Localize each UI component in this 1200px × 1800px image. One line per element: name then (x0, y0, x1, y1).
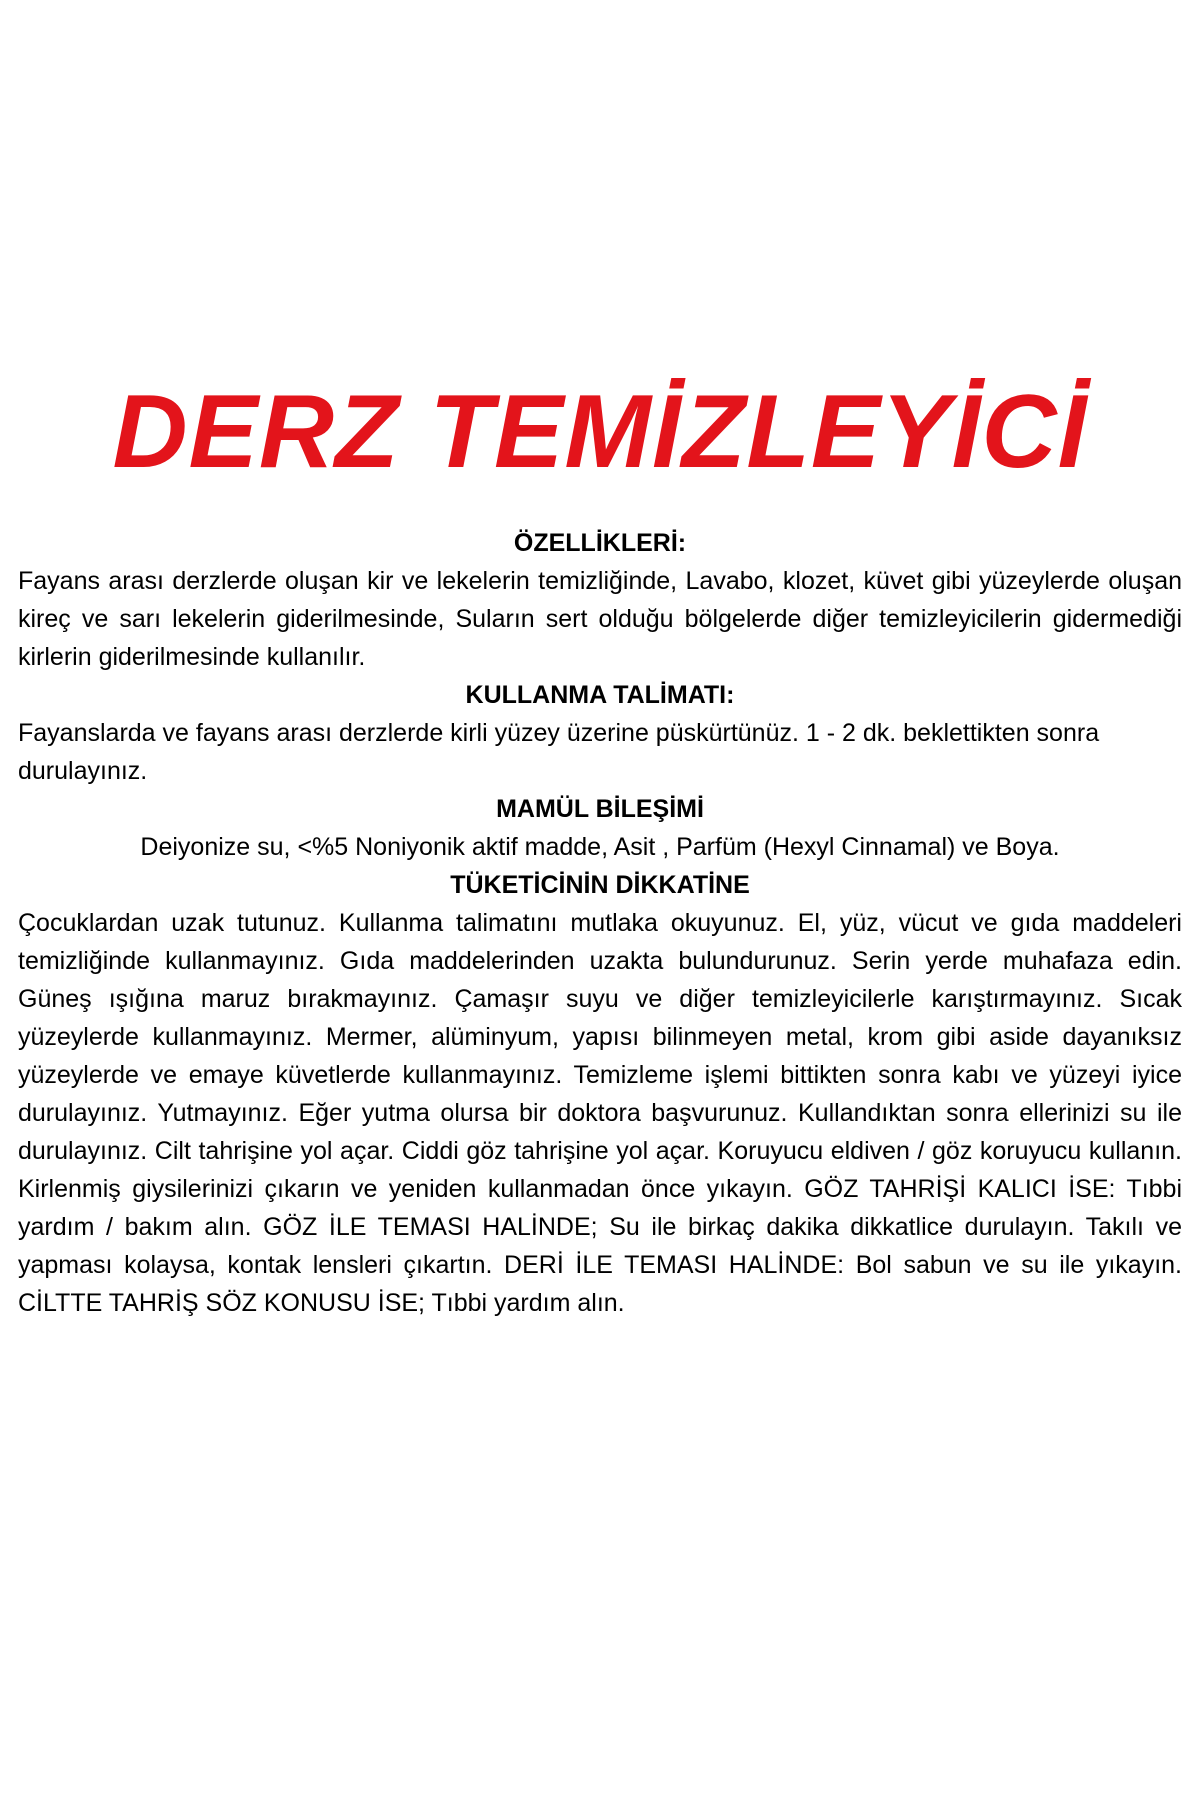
usage-instructions-text: Fayanslarda ve fayans arası derzlerde kirli yüzey üzerine püskürtünüz. 1 - 2 dk. beklettikten sonra durulayınız. (18, 719, 1100, 785)
usage-instructions-heading: KULLANMA TALİMATI: (465, 681, 735, 709)
composition-text: Deiyonize su, <%5 Noniyonik aktif madde, Asit , Parfüm (Hexyl Cinnamal) ve Boya. (140, 833, 1060, 861)
consumer-warnings-text: Çocuklardan uzak tutunuz. Kullanma talimatını mutlaka okuyunuz. El, yüz, vücut ve gıda maddeleri temizliğinde kullanmayınız. Gıda maddelerinden uzakta bulundurunuz. Serin yerde muhafaza edin. Güneş ışığına maruz bırakmayınız. Çamaşır suyu ve diğer temizleyicilerle karıştırmayınız. Sıcak yüzeylerde kullanmayınız. Mermer, alüminyum, yapısı bilinmeyen metal, krom gibi aside dayanıksız yüzeylerde ve emaye küvetlerde kullanmayınız. Temizleme işlemi bittikten sonra kabı ve yüzeyi iyice durulayınız. Yutmayınız. Eğer yutma olursa bir doktora başvurunuz. Kullandıktan sonra ellerinizi su ile durulayınız. Cilt tahrişine yol açar. Ciddi göz tahrişine yol açar. Koruyucu eldiven / göz koruyucu kullanın. Kirlenmiş giysilerinizi çıkarın ve yeniden kullanmadan önce yıkayın. GÖZ TAHRİŞİ KALICI İSE: Tıbbi yardım / bakım alın. GÖZ İLE TEMASI HALİNDE; Su ile birkaç dakika dikkatlice durulayın. Takılı ve yapması kolaysa, kontak lensleri çıkartın. DERİ İLE TEMASI HALİNDE: Bol sabun ve su ile yıkayın. CİLTTE TAHRİŞ SÖZ KONUSU İSE; Tıbbi yardım alın. (18, 909, 1182, 1317)
product-title: DERZ TEMİZLEYİCİ (112, 374, 1088, 490)
composition-heading: MAMÜL BİLEŞİMİ (496, 795, 704, 823)
features-heading: ÖZELLİKLERİ: (513, 529, 687, 557)
consumer-warnings-heading: TÜKETİCİNİN DİKKATİNE (450, 871, 750, 899)
label-content (18, 524, 1182, 1322)
features-text: Fayans arası derzlerde oluşan kir ve lekelerin temizliğinde, Lavabo, klozet, küvet gibi yüzeylerde oluşan kireç ve sarı lekelerin giderilmesinde, Suların sert olduğu bölgelerde diğer temizleyicilerin gidermediği kirlerin giderilmesinde kullanılır. (18, 567, 1182, 671)
